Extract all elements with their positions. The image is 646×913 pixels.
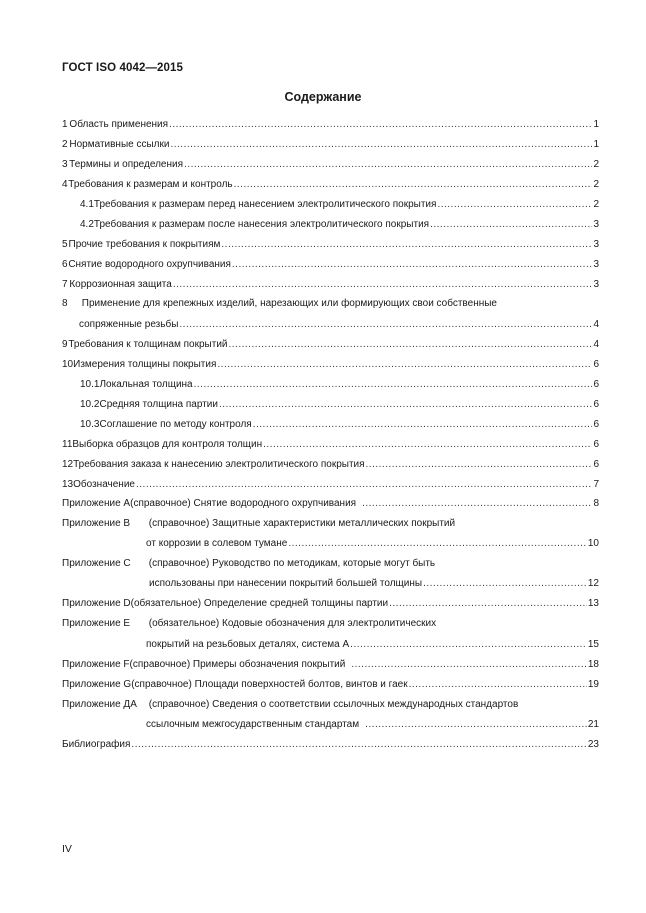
leader-dots — [437, 198, 592, 212]
appendix-entry[interactable] — [62, 658, 599, 672]
toc-entry-number: 9 — [62, 339, 68, 350]
toc-entry-page: 3 — [593, 219, 599, 230]
appendix-continuation[interactable] — [149, 577, 599, 591]
toc-entry-number: 10.3 — [80, 419, 100, 430]
appendix-name: Приложение Е — [62, 618, 131, 629]
toc-entry[interactable] — [62, 338, 599, 352]
toc-entry-page: 6 — [593, 399, 599, 410]
leader-dots — [351, 658, 587, 672]
leader-dots — [184, 158, 592, 172]
leader-dots — [366, 458, 593, 472]
appendix-label: (справочное) Снятие водородного охрупчивания — [130, 498, 357, 509]
toc-entry-number: 10.1 — [80, 379, 100, 390]
appendix-continuation[interactable] — [146, 638, 599, 652]
leader-dots — [194, 378, 593, 392]
appendix-entry[interactable] — [62, 497, 599, 511]
toc-entry-label-cont: сопряженные резьбы — [79, 319, 179, 330]
appendix-entry[interactable] — [62, 597, 599, 611]
toc-entry-number: 10.2 — [80, 399, 100, 410]
toc-entry-page: 4 — [593, 339, 599, 350]
toc-entry-label: Коррозионная защита — [69, 279, 172, 290]
toc-entry-page: 3 — [593, 279, 599, 290]
toc-entry-number: 6 — [62, 259, 68, 270]
toc-entry[interactable] — [62, 178, 599, 192]
appendix-entry[interactable] — [62, 617, 599, 631]
leader-dots — [350, 638, 587, 652]
toc-entry-page: 2 — [593, 179, 599, 190]
leader-dots — [229, 338, 593, 352]
appendix-name: Приложение С — [62, 558, 131, 569]
toc-subentry[interactable] — [80, 198, 599, 212]
page-number: IV — [62, 843, 72, 855]
toc-entry-number: 10 — [62, 359, 74, 370]
leader-dots — [362, 497, 592, 511]
appendix-continuation[interactable] — [146, 718, 599, 732]
leader-dots — [221, 238, 592, 252]
appendix-page: 21 — [587, 719, 599, 730]
toc-entry-label: Термины и определения — [69, 159, 184, 170]
toc-subentry[interactable] — [80, 378, 599, 392]
toc-entry-page: 6 — [593, 379, 599, 390]
toc-subentry[interactable] — [80, 398, 599, 412]
toc-entry-number: 4.1 — [80, 199, 94, 210]
appendix-label: (справочное) Защитные характеристики металлических покрытий — [148, 518, 456, 529]
leader-dots — [430, 218, 592, 232]
appendix-entry[interactable] — [62, 557, 599, 571]
standard-designation: ГОСТ ISO 4042—2015 — [62, 62, 184, 74]
toc-entry-label: Нормативные ссылки — [69, 139, 170, 150]
appendix-label: (обязательное) Кодовые обозначения для электролитических — [148, 618, 437, 629]
leader-dots — [423, 577, 587, 591]
toc-entry-label: Снятие водородного охрупчивания — [68, 259, 231, 270]
appendix-name: Приложение F — [62, 659, 130, 670]
appendix-label: (справочное) Руководство по методикам, которые могут быть — [148, 558, 436, 569]
leader-dots — [173, 278, 593, 292]
toc-entry-page: 6 — [593, 359, 599, 370]
toc-entry[interactable] — [62, 458, 599, 472]
leader-dots — [136, 478, 592, 492]
toc-entry-page: 6 — [593, 419, 599, 430]
toc-entry-number: 2 — [62, 139, 68, 150]
toc-entry[interactable] — [62, 278, 599, 292]
toc-entry[interactable] — [62, 297, 599, 311]
toc-entry[interactable] — [62, 358, 599, 372]
bibliography-entry[interactable] — [62, 738, 599, 752]
leader-dots — [389, 597, 587, 611]
toc-entry-page: 6 — [593, 459, 599, 470]
toc-entry-label: Измерения толщины покрытия — [73, 359, 217, 370]
toc-subentry[interactable] — [80, 218, 599, 232]
toc-entry-number: 3 — [62, 159, 68, 170]
bibliography-label: Библиография — [62, 739, 131, 750]
appendix-name: Приложение D — [62, 598, 131, 609]
appendix-page: 10 — [587, 538, 599, 549]
leader-dots — [234, 178, 593, 192]
appendix-label: (справочное) Сведения о соответствии ссылочных международных стандартов — [148, 699, 519, 710]
toc-entry-page: 7 — [593, 479, 599, 490]
appendix-entry[interactable] — [62, 678, 599, 692]
toc-entry-label: Применение для крепежных изделий, нарезающих или формирующих свои собственные — [81, 298, 497, 309]
toc-entry-number: 5 — [62, 239, 68, 250]
appendix-label: (справочное) Площади поверхностей болтов, винтов и гаек — [131, 679, 408, 690]
appendix-entry[interactable] — [62, 698, 599, 712]
appendix-page: 12 — [587, 578, 599, 589]
toc-entry-number: 8 — [62, 298, 68, 309]
leader-dots — [253, 418, 593, 432]
toc-entry-label: Требования к размерам после нанесения электролитического покрытия — [93, 219, 430, 230]
page-title: Содержание — [284, 90, 362, 104]
toc-entry-number: 7 — [62, 279, 68, 290]
leader-dots — [179, 318, 592, 332]
toc-entry-number: 1 — [62, 119, 68, 130]
toc-entry-label: Средняя толщина партии — [99, 399, 218, 410]
appendix-name: Приложение ДА — [62, 699, 137, 710]
toc-entry-page: 2 — [593, 159, 599, 170]
toc-entry-number: 4.2 — [80, 219, 94, 230]
leader-dots — [217, 358, 592, 372]
toc-entry[interactable] — [62, 158, 599, 172]
toc-entry-number: 13 — [62, 479, 74, 490]
toc-entry[interactable] — [62, 238, 599, 252]
toc-entry-page: 3 — [593, 239, 599, 250]
toc-entry-label: Требования заказа к нанесению электролитического покрытия — [73, 459, 365, 470]
toc-entry-label: Выборка образцов для контроля толщин — [72, 439, 263, 450]
appendix-page: 8 — [593, 498, 599, 509]
toc-entry-label: Требования к размерам и контроль — [68, 179, 233, 190]
appendix-label: (справочное) Примеры обозначения покрытий — [129, 659, 346, 670]
toc-entry[interactable] — [62, 438, 599, 452]
appendix-label: (обязательное) Определение средней толщины партии — [130, 598, 389, 609]
appendix-label-cont: от коррозии в солевом тумане — [146, 538, 288, 549]
toc-entry[interactable] — [62, 138, 599, 152]
toc-entry-number: 11 — [62, 439, 73, 450]
appendix-name: Приложение В — [62, 518, 131, 529]
appendix-name: Приложение А — [62, 498, 131, 509]
appendix-page: 19 — [587, 679, 599, 690]
toc-entry-label: Локальная толщина — [99, 379, 193, 390]
toc-entry-label: Требования к толщинам покрытий — [68, 339, 228, 350]
leader-dots — [170, 138, 592, 152]
appendix-name: Приложение G — [62, 679, 132, 690]
toc-entry-page: 6 — [593, 439, 599, 450]
leader-dots — [219, 398, 592, 412]
appendix-page: 13 — [587, 598, 599, 609]
leader-dots — [288, 537, 587, 551]
appendix-continuation[interactable] — [146, 537, 599, 551]
leader-dots — [131, 738, 586, 752]
leader-dots — [263, 438, 592, 452]
appendix-entry[interactable] — [62, 517, 599, 531]
appendix-page: 18 — [587, 659, 599, 670]
bibliography-page: 23 — [587, 739, 599, 750]
toc-entry-page: 3 — [593, 259, 599, 270]
toc-entry-label: Область применения — [69, 119, 169, 130]
toc-subentry[interactable] — [80, 418, 599, 432]
appendix-label-cont: покрытий на резьбовых деталях, система А — [146, 639, 350, 650]
toc-entry[interactable] — [62, 478, 599, 492]
toc-entry-page: 4 — [593, 319, 599, 330]
leader-dots — [365, 718, 587, 732]
toc-entry-label: Соглашение по методу контроля — [99, 419, 252, 430]
leader-dots — [409, 678, 587, 692]
toc-entry-number: 12 — [62, 459, 74, 470]
toc-entry-label: Требования к размерам перед нанесением электролитического покрытия — [93, 199, 437, 210]
leader-dots — [232, 258, 593, 272]
toc-entry-page: 1 — [593, 139, 599, 150]
toc-entry[interactable] — [62, 258, 599, 272]
toc-entry-page: 1 — [593, 119, 599, 130]
toc-entry[interactable] — [62, 118, 599, 132]
leader-dots — [169, 118, 592, 132]
toc-entry-label: Прочие требования к покрытиям — [68, 239, 221, 250]
toc-entry-page: 2 — [593, 199, 599, 210]
appendix-label-cont: использованы при нанесении покрытий большей толщины — [149, 578, 423, 589]
toc-entry-label: Обозначение — [73, 479, 135, 490]
appendix-page: 15 — [587, 639, 599, 650]
toc-entry-continuation[interactable] — [79, 318, 599, 332]
appendix-label-cont: ссылочным межгосударственным стандартам — [146, 719, 360, 730]
toc-entry-number: 4 — [62, 179, 68, 190]
